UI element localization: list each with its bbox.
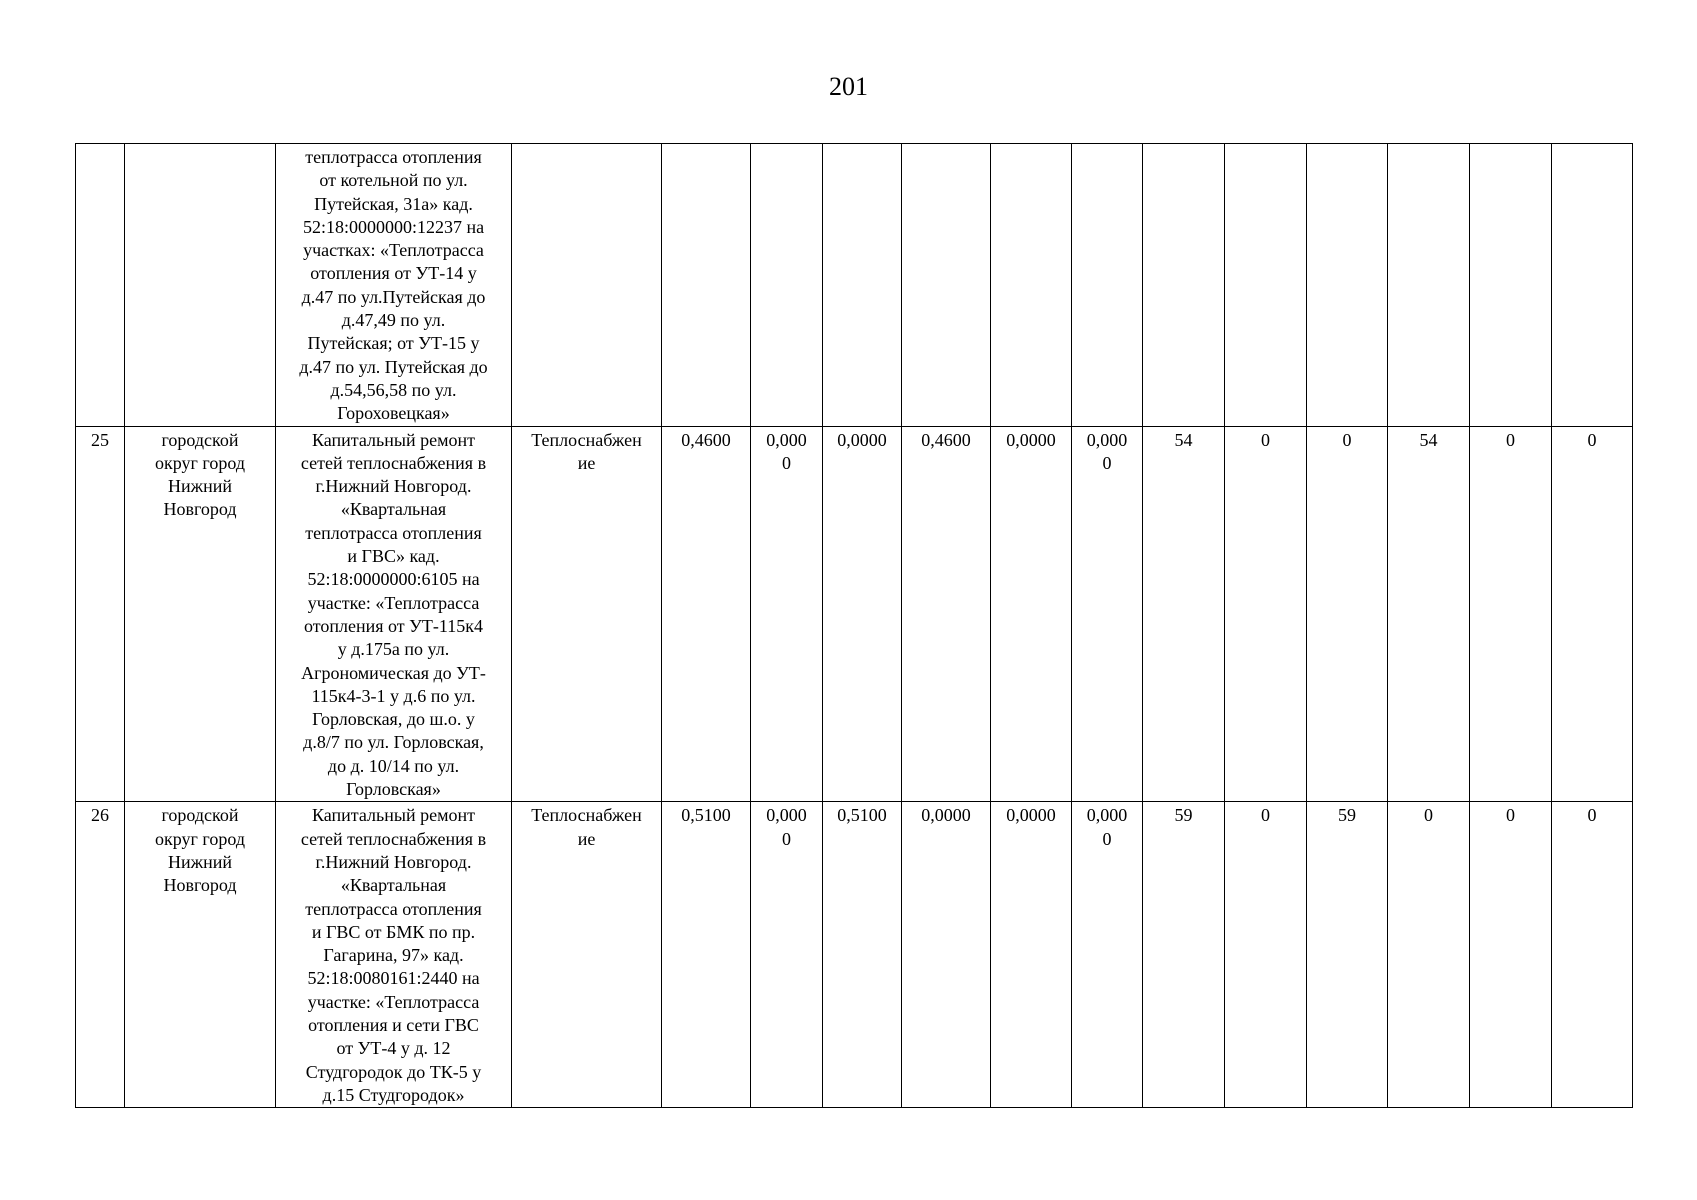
cell-value bbox=[751, 802, 823, 1108]
cell-value bbox=[991, 144, 1072, 427]
description-line: 115к4-3-1 у д.6 по ул. bbox=[311, 685, 476, 706]
cell-value: 0,0000 bbox=[991, 802, 1072, 1108]
municipality-line: округ город bbox=[155, 828, 245, 849]
cell-value: 0 bbox=[1470, 802, 1552, 1108]
cell-value: 0 bbox=[1552, 426, 1633, 802]
description-line: отопления от УТ-14 у bbox=[310, 263, 477, 284]
cell-description bbox=[276, 426, 512, 802]
cell-type bbox=[512, 426, 662, 802]
value-line: 0,000 bbox=[1086, 805, 1128, 826]
cell-value bbox=[751, 144, 823, 427]
cell-value bbox=[1072, 426, 1143, 802]
municipality-line: Нижний bbox=[168, 851, 232, 872]
cell-value bbox=[1307, 144, 1388, 427]
description-line: г.Нижний Новгород. bbox=[315, 476, 472, 497]
description-line: д.15 Студгородок» bbox=[322, 1084, 465, 1105]
cell-value: 59 bbox=[1143, 802, 1225, 1108]
description-line: сетей теплоснабжения в bbox=[300, 452, 487, 473]
description-line: участках: «Теплотрасса bbox=[303, 240, 484, 261]
description-line: д.47,49 по ул. bbox=[341, 310, 446, 331]
description-line: Агрономическая до УТ- bbox=[301, 662, 486, 683]
cell-value: 0,5100 bbox=[662, 802, 751, 1108]
cell-value: 54 bbox=[1388, 426, 1470, 802]
document-table bbox=[75, 143, 1633, 1108]
cell-value bbox=[1470, 144, 1552, 427]
cell-value: 0 bbox=[1225, 802, 1307, 1108]
cell-value bbox=[1225, 144, 1307, 427]
municipality-line: городской bbox=[161, 429, 239, 450]
cell-value: 0 bbox=[1307, 426, 1388, 802]
value-line: 0,000 bbox=[766, 805, 807, 826]
description-line: Капитальный ремонт bbox=[312, 805, 475, 826]
cell-value bbox=[1552, 144, 1633, 427]
description-line: 52:18:0000000:6105 на bbox=[307, 569, 480, 590]
description-line: г.Нижний Новгород. bbox=[315, 851, 472, 872]
cell-municipality bbox=[125, 144, 276, 427]
cell-value: 0,0000 bbox=[902, 802, 991, 1108]
description-line: д.47 по ул. Путейская до bbox=[299, 356, 488, 377]
cell-value: 0,0000 bbox=[991, 426, 1072, 802]
description-line: Гороховецкая» bbox=[337, 403, 450, 424]
municipality-line: городской bbox=[161, 805, 239, 826]
municipality-line: Новгород bbox=[163, 499, 237, 520]
cell-value: 0,4600 bbox=[662, 426, 751, 802]
table-row-continuation bbox=[76, 144, 1633, 427]
description-line: д.47 по ул.Путейская до bbox=[301, 286, 486, 307]
cell-description bbox=[276, 802, 512, 1108]
cell-value bbox=[662, 144, 751, 427]
cell-value: 0 bbox=[1225, 426, 1307, 802]
description-line: Горловская» bbox=[346, 779, 441, 800]
description-line: Горловская, до ш.о. у bbox=[312, 709, 475, 730]
type-line: ие bbox=[577, 828, 596, 849]
value-line: 0 bbox=[782, 828, 791, 849]
cell-value bbox=[1388, 144, 1470, 427]
cell-value bbox=[1143, 144, 1225, 427]
municipality-line: Нижний bbox=[168, 476, 232, 497]
cell-type bbox=[512, 144, 662, 427]
cell-num bbox=[76, 144, 125, 427]
cell-num: 26 bbox=[76, 802, 125, 1108]
cell-value bbox=[1072, 144, 1143, 427]
description-line: Капитальный ремонт bbox=[312, 429, 475, 450]
cell-municipality bbox=[125, 426, 276, 802]
table-row bbox=[76, 802, 1633, 1108]
cell-municipality bbox=[125, 802, 276, 1108]
value-line: 0 bbox=[1102, 452, 1112, 473]
description-line: теплотрасса отопления bbox=[305, 898, 482, 919]
cell-value: 0 bbox=[1470, 426, 1552, 802]
description-line: д.8/7 по ул. Горловская, bbox=[303, 732, 484, 753]
value-line: 0 bbox=[1102, 828, 1112, 849]
description-line: участке: «Теплотрасса bbox=[307, 991, 480, 1012]
description-line: от УТ-4 у д. 12 bbox=[336, 1038, 451, 1059]
table-row bbox=[76, 426, 1633, 802]
page-number: 201 bbox=[829, 72, 868, 101]
description-line: участке: «Теплотрасса bbox=[307, 592, 480, 613]
cell-value bbox=[902, 144, 991, 427]
cell-value: 54 bbox=[1143, 426, 1225, 802]
type-line: Теплоснабжен bbox=[531, 429, 642, 450]
cell-value: 0,0000 bbox=[823, 426, 902, 802]
description-line: Гагарина, 97» кад. bbox=[323, 945, 464, 966]
description-line: отопления и сети ГВС bbox=[308, 1014, 479, 1035]
description-line: 52:18:0000000:12237 на bbox=[302, 216, 485, 237]
description-line: до д. 10/14 по ул. bbox=[327, 755, 460, 776]
description-line: у д.175а по ул. bbox=[337, 639, 450, 660]
cell-value: 59 bbox=[1307, 802, 1388, 1108]
description-line: сетей теплоснабжения в bbox=[300, 828, 487, 849]
description-line: Студгородок до ТК-5 у bbox=[305, 1061, 482, 1082]
municipality-line: Новгород bbox=[163, 875, 237, 896]
cell-num: 25 bbox=[76, 426, 125, 802]
description-line: теплотрасса отопления bbox=[305, 522, 482, 543]
description-line: отопления от УТ-115к4 bbox=[304, 615, 483, 636]
description-line: д.54,56,58 по ул. bbox=[330, 379, 457, 400]
description-line: 52:18:0080161:2440 на bbox=[307, 968, 480, 989]
cell-value: 0 bbox=[1552, 802, 1633, 1108]
description-line: Путейская, 31а» кад. bbox=[314, 193, 473, 214]
cell-value: 0 bbox=[1388, 802, 1470, 1108]
cell-description bbox=[276, 144, 512, 427]
description-line: «Квартальная bbox=[340, 875, 447, 896]
cell-value: 0,4600 bbox=[902, 426, 991, 802]
value-line: 0,000 bbox=[766, 429, 807, 450]
description-line: «Квартальная bbox=[340, 499, 447, 520]
description-line: и ГВС от БМК по пр. bbox=[311, 921, 476, 942]
description-line: теплотрасса отопления bbox=[305, 147, 482, 167]
cell-value: 0,5100 bbox=[823, 802, 902, 1108]
type-line: ие bbox=[577, 452, 596, 473]
municipality-line: округ город bbox=[155, 452, 245, 473]
description-line: и ГВС» кад. bbox=[347, 546, 440, 567]
description-line: от котельной по ул. bbox=[319, 170, 468, 191]
type-line: Теплоснабжен bbox=[531, 805, 642, 826]
value-line: 0 bbox=[782, 452, 791, 473]
cell-value bbox=[751, 426, 823, 802]
description-line: Путейская; от УТ-15 у bbox=[307, 333, 480, 354]
cell-value bbox=[823, 144, 902, 427]
value-line: 0,000 bbox=[1086, 429, 1128, 450]
cell-type bbox=[512, 802, 662, 1108]
cell-value bbox=[1072, 802, 1143, 1108]
